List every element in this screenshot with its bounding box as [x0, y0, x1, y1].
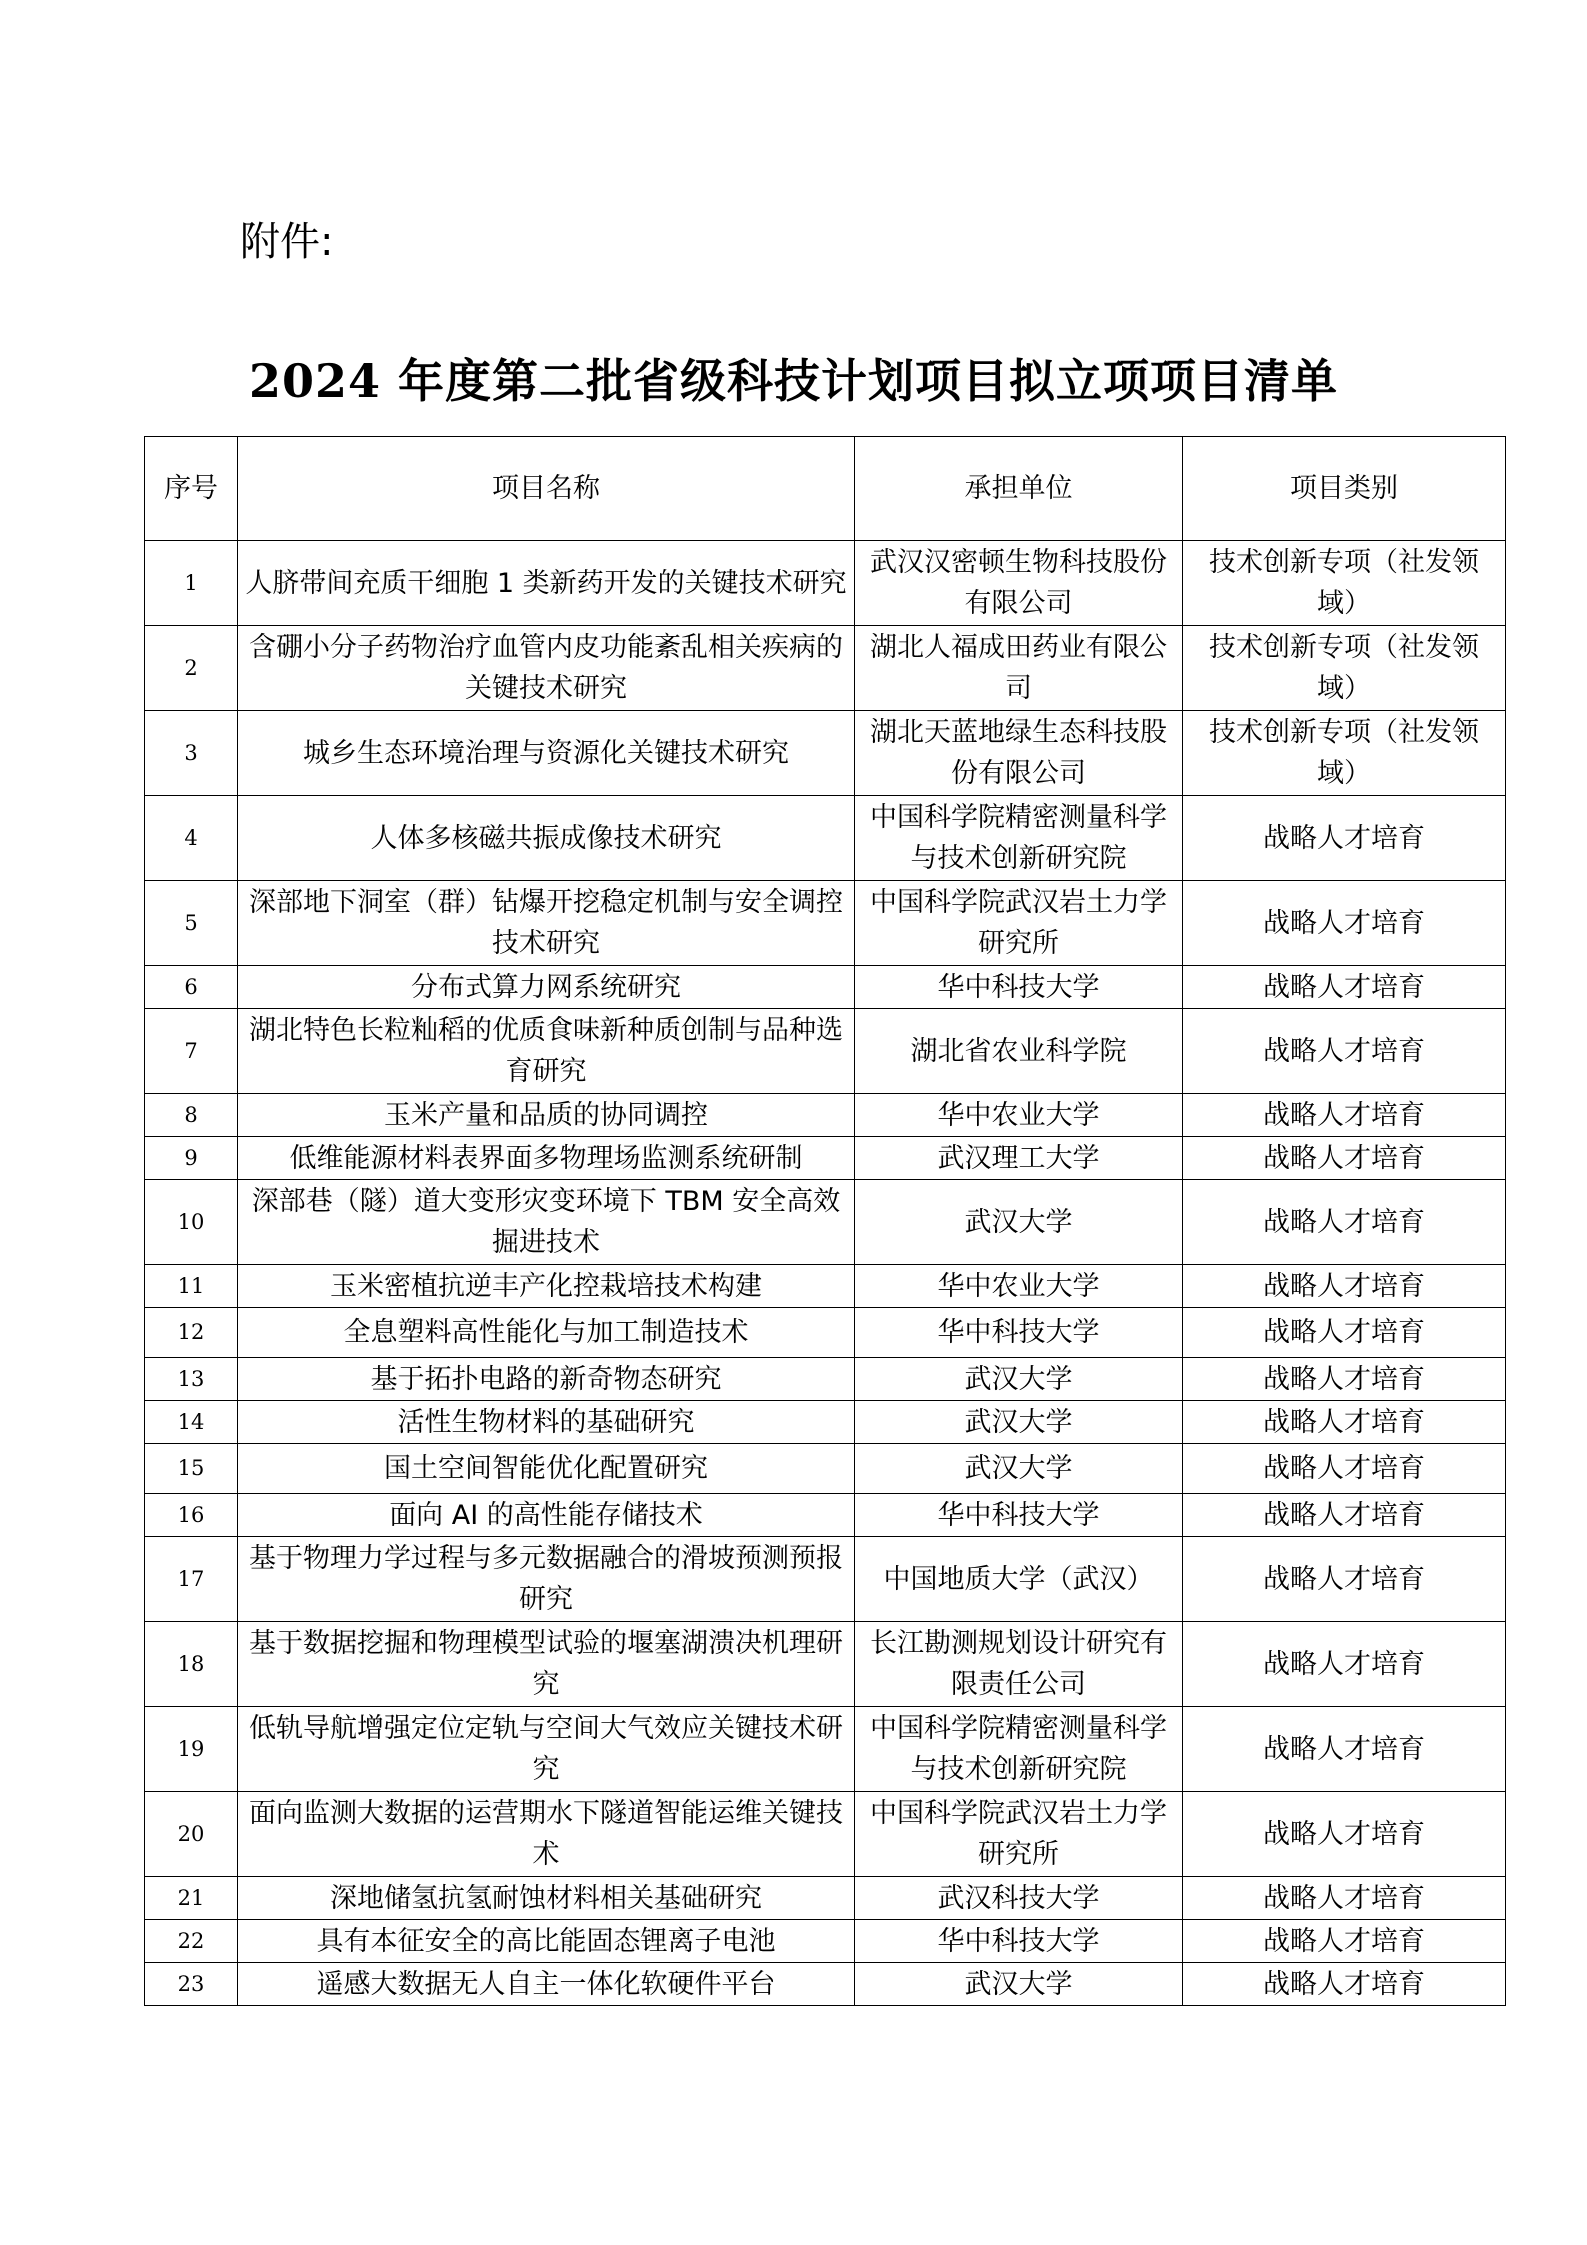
- row-project-name: 玉米产量和品质的协同调控: [238, 1094, 855, 1137]
- table-row: [145, 1094, 1506, 1137]
- row-project-name: 人脐带间充质干细胞 1 类新药开发的关键技术研究: [238, 541, 855, 626]
- row-category: 技术创新专项（社发领域）: [1183, 711, 1506, 796]
- row-unit: 湖北人福成田药业有限公司: [855, 626, 1183, 711]
- row-category: 战略人才培育: [1183, 1358, 1506, 1401]
- table-row: [145, 1265, 1506, 1308]
- table-row: [145, 1792, 1506, 1877]
- table-row: [145, 541, 1506, 626]
- row-unit: 中国科学院精密测量科学与技术创新研究院: [855, 796, 1183, 881]
- row-project-name: 基于数据挖掘和物理模型试验的堰塞湖溃决机理研究: [238, 1622, 855, 1707]
- project-table: [144, 436, 1506, 2006]
- row-project-name: 玉米密植抗逆丰产化控栽培技术构建: [238, 1265, 855, 1308]
- table-row: [145, 1009, 1506, 1094]
- row-project-name: 面向监测大数据的运营期水下隧道智能运维关键技术: [238, 1792, 855, 1877]
- row-serial: 23: [145, 1963, 238, 2006]
- row-serial: 9: [145, 1137, 238, 1180]
- row-project-name: 全息塑料高性能化与加工制造技术: [238, 1308, 855, 1358]
- row-category: 战略人才培育: [1183, 1707, 1506, 1792]
- row-serial: 5: [145, 881, 238, 966]
- table-row: [145, 1401, 1506, 1444]
- row-unit: 武汉科技大学: [855, 1877, 1183, 1920]
- row-project-name: 面向 AI 的高性能存储技术: [238, 1494, 855, 1537]
- row-project-name: 深部地下洞室（群）钻爆开挖稳定机制与安全调控技术研究: [238, 881, 855, 966]
- row-serial: 7: [145, 1009, 238, 1094]
- row-unit: 湖北省农业科学院: [855, 1009, 1183, 1094]
- row-serial: 3: [145, 711, 238, 796]
- row-unit: 湖北天蓝地绿生态科技股份有限公司: [855, 711, 1183, 796]
- row-category: 战略人才培育: [1183, 1537, 1506, 1622]
- row-category: 战略人才培育: [1183, 1265, 1506, 1308]
- row-serial: 8: [145, 1094, 238, 1137]
- row-category: 战略人才培育: [1183, 796, 1506, 881]
- row-category: 技术创新专项（社发领域）: [1183, 541, 1506, 626]
- row-category: 战略人才培育: [1183, 1009, 1506, 1094]
- row-unit: 武汉理工大学: [855, 1137, 1183, 1180]
- row-category: 战略人才培育: [1183, 1444, 1506, 1494]
- row-serial: 17: [145, 1537, 238, 1622]
- row-serial: 16: [145, 1494, 238, 1537]
- document-title: 2024 年度第二批省级科技计划项目拟立项项目清单: [248, 354, 1339, 408]
- row-serial: 12: [145, 1308, 238, 1358]
- row-category: 战略人才培育: [1183, 1180, 1506, 1265]
- row-category: 技术创新专项（社发领域）: [1183, 626, 1506, 711]
- row-unit: 中国科学院武汉岩土力学研究所: [855, 881, 1183, 966]
- header-project-name: 项目名称: [238, 437, 855, 541]
- row-serial: 2: [145, 626, 238, 711]
- row-serial: 20: [145, 1792, 238, 1877]
- table-row: [145, 1308, 1506, 1358]
- row-category: 战略人才培育: [1183, 1622, 1506, 1707]
- table-row: [145, 1877, 1506, 1920]
- row-serial: 22: [145, 1920, 238, 1963]
- table-row: [145, 1494, 1506, 1537]
- row-category: 战略人才培育: [1183, 881, 1506, 966]
- row-category: 战略人才培育: [1183, 966, 1506, 1009]
- row-serial: 11: [145, 1265, 238, 1308]
- row-unit: 华中科技大学: [855, 1308, 1183, 1358]
- row-category: 战略人才培育: [1183, 1792, 1506, 1877]
- row-category: 战略人才培育: [1183, 1963, 1506, 2006]
- row-serial: 10: [145, 1180, 238, 1265]
- row-project-name: 低维能源材料表界面多物理场监测系统研制: [238, 1137, 855, 1180]
- row-project-name: 深部巷（隧）道大变形灾变环境下 TBM 安全高效掘进技术: [238, 1180, 855, 1265]
- row-project-name: 低轨导航增强定位定轨与空间大气效应关键技术研究: [238, 1707, 855, 1792]
- row-unit: 中国科学院武汉岩土力学研究所: [855, 1792, 1183, 1877]
- table-row: [145, 1920, 1506, 1963]
- row-unit: 武汉大学: [855, 1180, 1183, 1265]
- table-row: [145, 1137, 1506, 1180]
- row-unit: 武汉大学: [855, 1358, 1183, 1401]
- row-category: 战略人才培育: [1183, 1137, 1506, 1180]
- row-unit: 华中科技大学: [855, 966, 1183, 1009]
- row-unit: 长江勘测规划设计研究有限责任公司: [855, 1622, 1183, 1707]
- row-unit: 武汉汉密顿生物科技股份有限公司: [855, 541, 1183, 626]
- table-row: [145, 966, 1506, 1009]
- attachment-label: 附件:: [240, 219, 334, 265]
- row-project-name: 活性生物材料的基础研究: [238, 1401, 855, 1444]
- header-unit: 承担单位: [855, 437, 1183, 541]
- row-unit: 华中农业大学: [855, 1094, 1183, 1137]
- row-project-name: 基于拓扑电路的新奇物态研究: [238, 1358, 855, 1401]
- row-category: 战略人才培育: [1183, 1920, 1506, 1963]
- table-row: [145, 1537, 1506, 1622]
- table-row: [145, 1707, 1506, 1792]
- row-unit: 华中科技大学: [855, 1494, 1183, 1537]
- row-project-name: 国土空间智能优化配置研究: [238, 1444, 855, 1494]
- row-serial: 18: [145, 1622, 238, 1707]
- row-serial: 13: [145, 1358, 238, 1401]
- header-category: 项目类别: [1183, 437, 1506, 541]
- row-serial: 21: [145, 1877, 238, 1920]
- table-row: [145, 1358, 1506, 1401]
- row-unit: 武汉大学: [855, 1401, 1183, 1444]
- row-project-name: 城乡生态环境治理与资源化关键技术研究: [238, 711, 855, 796]
- row-unit: 华中农业大学: [855, 1265, 1183, 1308]
- row-project-name: 深地储氢抗氢耐蚀材料相关基础研究: [238, 1877, 855, 1920]
- row-project-name: 人体多核磁共振成像技术研究: [238, 796, 855, 881]
- row-project-name: 基于物理力学过程与多元数据融合的滑坡预测预报研究: [238, 1537, 855, 1622]
- table-row: [145, 796, 1506, 881]
- row-category: 战略人才培育: [1183, 1877, 1506, 1920]
- row-unit: 中国科学院精密测量科学与技术创新研究院: [855, 1707, 1183, 1792]
- row-project-name: 含硼小分子药物治疗血管内皮功能紊乱相关疾病的关键技术研究: [238, 626, 855, 711]
- row-project-name: 具有本征安全的高比能固态锂离子电池: [238, 1920, 855, 1963]
- table-row: [145, 1963, 1506, 2006]
- table-row: [145, 1622, 1506, 1707]
- table-row: [145, 626, 1506, 711]
- row-project-name: 湖北特色长粒籼稻的优质食味新种质创制与品种选育研究: [238, 1009, 855, 1094]
- row-unit: 华中科技大学: [855, 1920, 1183, 1963]
- row-category: 战略人才培育: [1183, 1401, 1506, 1444]
- row-category: 战略人才培育: [1183, 1308, 1506, 1358]
- row-category: 战略人才培育: [1183, 1494, 1506, 1537]
- table-row: [145, 711, 1506, 796]
- row-serial: 6: [145, 966, 238, 1009]
- row-project-name: 分布式算力网系统研究: [238, 966, 855, 1009]
- row-serial: 15: [145, 1444, 238, 1494]
- row-serial: 19: [145, 1707, 238, 1792]
- row-category: 战略人才培育: [1183, 1094, 1506, 1137]
- table-row: [145, 881, 1506, 966]
- row-serial: 1: [145, 541, 238, 626]
- table-header-row: [145, 437, 1506, 541]
- table-row: [145, 1180, 1506, 1265]
- row-unit: 武汉大学: [855, 1963, 1183, 2006]
- row-serial: 14: [145, 1401, 238, 1444]
- row-unit: 武汉大学: [855, 1444, 1183, 1494]
- row-project-name: 遥感大数据无人自主一体化软硬件平台: [238, 1963, 855, 2006]
- header-serial: 序号: [145, 437, 238, 541]
- row-unit: 中国地质大学（武汉）: [855, 1537, 1183, 1622]
- row-serial: 4: [145, 796, 238, 881]
- table-row: [145, 1444, 1506, 1494]
